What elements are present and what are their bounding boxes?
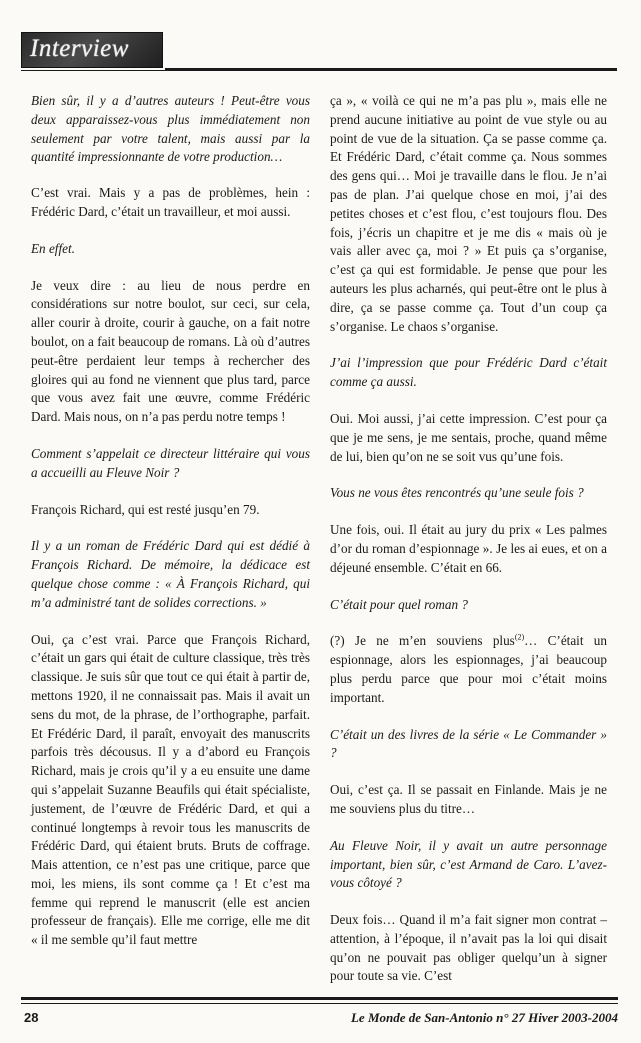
paragraph-text: Deux fois… Quand il m’a fait signer mon contrat – attention, à l’époque, il n’avait pas la loi qui disait qu’on ne pouvait pas obliger quelqu’un à signer pour toute sa vie. C’est	[330, 912, 607, 984]
left-column	[31, 92, 310, 968]
interview-question	[330, 354, 607, 392]
paragraph-text: J’ai l’impression que pour Frédéric Dard c’était comme ça aussi.	[330, 355, 607, 390]
interview-answer	[31, 631, 310, 951]
paragraph-text: Comment s’appelait ce directeur littéraire qui vous a accueilli au Fleuve Noir ?	[31, 445, 310, 480]
interview-answer	[330, 781, 607, 819]
right-column	[330, 92, 607, 1004]
interview-answer	[31, 184, 310, 222]
interview-question	[31, 445, 310, 483]
paragraph-text: C’était un des livres de la série « Le Commander » ?	[330, 726, 607, 761]
paragraph-text: Oui, ça c’est vrai. Parce que François Richard, c’était un gars qui était de culture classique, très très classique. Je suis sûr que tout ce qui était à partir de, mettons 1920, il ne connaissait pas. Mais il avait un sens du mot, de la phrase, de l’orthographe, parfait. Et Frédéric Dard, il paraît, envoyait des manuscrits parfois très décousus. Il y a d’abord eu François Richard, mais je crois qu’il y a eu ensuite une dame qui s’appelait Suzanne Beaufils qui était spécialiste, justement, de l’œuvre de Frédéric Dard, et qui a continué longtemps à revoir tous les manuscrits de Frédéric Dard, qui étaient bruts. Bruts de coffrage. Mais attention, ce n’est pas une critique, parce que moi, les miens, ils sont comme ça ! Et c’est ma femme qui reprend le manuscrit (elle est ancien professeur de français). Elle me corrige, elle me dit « il me semble qu’il faut mettre	[31, 631, 310, 948]
paragraph-text-tail: … C’était un espionnage, alors les espionnages, j’ai beaucoup plus perdu parce que pour moi c’était moins important.	[330, 633, 607, 705]
paragraph-text: C’est vrai. Mais y a pas de problèmes, hein : Frédéric Dard, c’était un travailleur, et moi aussi.	[31, 185, 310, 219]
footnote-marker: (2)	[514, 632, 525, 642]
footer-rule-thick	[21, 997, 618, 1000]
interview-question	[330, 726, 607, 764]
top-rule	[165, 68, 617, 71]
paragraph-text: François Richard, qui est resté jusqu’en 79.	[31, 501, 260, 517]
interview-question	[330, 484, 607, 503]
top-rule-left	[21, 70, 165, 71]
paragraph-text: ça », « voilà ce qui ne m’a pas plu », mais elle ne prend aucune initiative au point de vue style ou au point de vue de la situation. Ça se passe comme ça. Et Frédéric Dard, c’était comme ça. Nous sommes des gens qui… Moi je travaille dans le flou. Je n’ai pas de plan. J’ai quelque chose en moi, j’ai des petites choses et c’est flou, c’est toujours flou. Des fois, j’écris un chapitre et je me dis « mais où je vais aller avec ça, moi ? » Et puis ça s’organise, c’est ça qui est formidable. Je pense que pour les auteurs les plus acharnés, qui peut-être ont le plus à dire, ça se passe comme ça. Tout d’un coup ça s’organise. Le chaos s’organise.	[330, 93, 607, 334]
paragraph-text: Il y a un roman de Frédéric Dard qui est dédié à François Richard. De mémoire, la dédicace est quelque chose comme : « À François Richard, qui m’a administré tant de solides corrections. »	[31, 538, 310, 610]
interview-question	[330, 837, 607, 893]
interview-answer	[330, 410, 607, 466]
paragraph-text: (?) Je ne m’en souviens plus	[330, 633, 515, 649]
page-number: 28	[24, 1010, 39, 1025]
interview-question	[31, 240, 310, 259]
paragraph-text: Au Fleuve Noir, il y avait un autre personnage important, bien sûr, c’est Armand de Caro. L’avez-vous côtoyé ?	[330, 837, 607, 891]
interview-question	[31, 92, 310, 167]
paragraph-text: Oui. Moi aussi, j’ai cette impression. C’est pour ça que je me sens, je me sentais, proche, quand même de lui, bien qu’on ne se soit vus qu’une fois.	[330, 410, 607, 464]
interview-answer	[31, 501, 310, 520]
interview-answer	[330, 521, 607, 577]
interview-question	[330, 596, 607, 615]
footer-rule-thin	[21, 1003, 618, 1004]
paragraph-text: Une fois, oui. Il était au jury du prix « Les palmes d’or du roman d’espionnage ». Je les ai eues, et on a déjeuné ensemble. C’était en 66.	[330, 522, 607, 575]
interview-answer	[330, 911, 607, 986]
paragraph-text: Oui, c’est ça. Il se passait en Finlande. Mais je ne me souviens plus du titre…	[330, 782, 607, 816]
paragraph-text: Je veux dire : au lieu de nous perdre en considérations sur notre boulot, sur ceci, sur cela, aller courir à droite, courir à gauche, on a fait notre boulot, on a fait beaucoup de romans. Là où d’autres peut-être perdaient leur temps à rechercher des gloires qui au fond ne viennent que plus tard, parce que vous avez fait une œuvre, comme Frédéric Dard. Mais nous, on n’a pas perdu notre temps !	[31, 277, 310, 425]
paragraph-text: En effet.	[31, 240, 75, 256]
interview-question	[31, 537, 310, 612]
interview-answer	[330, 92, 607, 336]
interview-answer	[330, 632, 607, 707]
paragraph-text: C’était pour quel roman ?	[330, 596, 468, 612]
paragraph-text: Vous ne vous êtes rencontrés qu’une seule fois ?	[330, 485, 584, 501]
footer-publication-title: Le Monde de San-Antonio n° 27 Hiver 2003-2004	[350, 1010, 618, 1025]
section-badge	[21, 32, 163, 68]
section-badge-label: Interview	[30, 35, 129, 62]
paragraph-text: Bien sûr, il y a d’autres auteurs ! Peut-être vous deux apparaissez-vous plus immédiatement non seulement par votre talent, mais aussi par la quantité impressionnante de votre production…	[31, 93, 310, 165]
interview-answer	[31, 277, 310, 427]
